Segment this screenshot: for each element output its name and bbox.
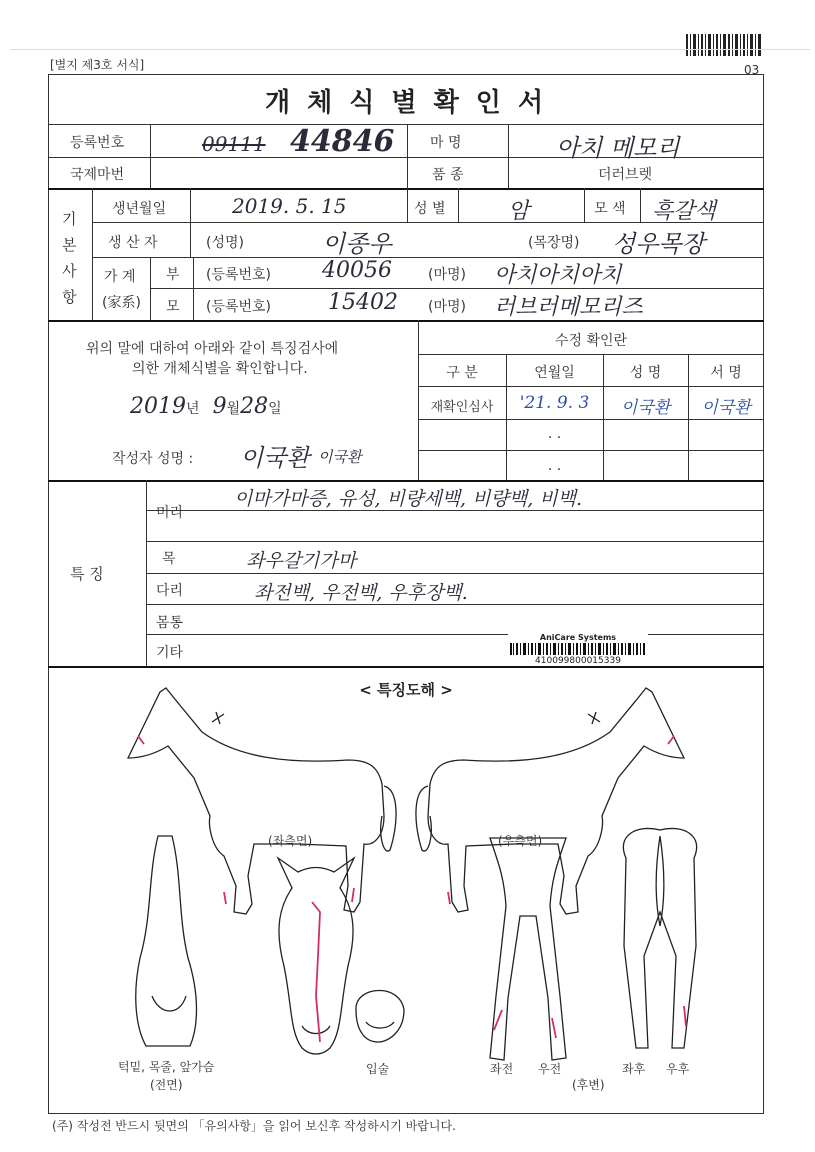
farm-label: (목장명) xyxy=(528,235,580,251)
front-chest-view xyxy=(136,836,197,1046)
rear-caption: (후변) xyxy=(572,1078,605,1092)
farm-value: 성우목장 xyxy=(612,230,705,258)
dam-name-label: (마명) xyxy=(428,299,466,315)
head-value: 이마가마증, 유성, 비량세백, 비량백, 비백. xyxy=(234,488,583,510)
muzzle-caption: 입술 xyxy=(366,1062,390,1076)
revision-row2-date: . . xyxy=(547,426,562,442)
feature-markings xyxy=(138,736,686,1042)
legs-value: 좌전백, 우전백, 우후장백. xyxy=(254,582,468,604)
horse-diagram xyxy=(48,666,764,1114)
form-code: [별지 제3호 서식] xyxy=(50,58,145,72)
revision-header-date: 연월일 xyxy=(534,365,575,381)
hind-right-leg-caption: 우후 xyxy=(666,1062,690,1076)
front-caption-1: 턱밑, 목줄, 앞가슴 xyxy=(118,1060,215,1074)
revision-row3-date: . . xyxy=(547,458,562,474)
left-side-caption: (좌측면) xyxy=(268,834,313,848)
confirm-statement-1: 위의 말에 대하여 아래와 같이 특징검사에 xyxy=(86,341,339,357)
sire-name-label: (마명) xyxy=(428,267,466,283)
head-front-view xyxy=(278,858,354,1054)
features-section-label: 특 징 xyxy=(70,565,104,583)
sex-value: 암 xyxy=(508,199,530,224)
anicare-number: 410099800015339 xyxy=(535,656,621,666)
front-caption-2: (전면) xyxy=(150,1078,183,1092)
reg-no-value: 44846 xyxy=(290,124,395,159)
anicare-company: AniCare Systems xyxy=(539,633,617,642)
dam-label: 모 xyxy=(166,299,180,315)
confirm-date xyxy=(130,394,282,419)
breed-label: 품 종 xyxy=(432,167,464,183)
anicare-barcode xyxy=(510,643,646,655)
color-label: 모 색 xyxy=(594,201,626,217)
sire-name-value: 아치아치아치 xyxy=(494,263,622,288)
dam-reg-label: (등록번호) xyxy=(206,299,272,315)
dam-name-value: 러브러메모리즈 xyxy=(494,295,643,320)
date-month-unit: 월 xyxy=(226,401,241,417)
footer-note: (주) 작성전 반드시 뒷면의 「유의사항」을 읽어 보신후 작성하시기 바랍니다. xyxy=(52,1119,456,1133)
revision-row1-name: 이국환 xyxy=(620,398,671,418)
date-year: 2019 xyxy=(130,394,186,419)
top-rule xyxy=(10,49,810,50)
revision-header-sign: 서 명 xyxy=(710,365,742,381)
revision-header-name: 성 명 xyxy=(629,365,662,381)
right-side-horse xyxy=(416,688,684,914)
front-right-leg-caption: 우전 xyxy=(538,1062,562,1076)
confirm-statement-2: 의한 개체식별을 확인합니다. xyxy=(132,361,308,377)
right-side-caption: (우측면) xyxy=(498,834,543,848)
birth-value: 2019. 5. 15 xyxy=(232,194,347,218)
horse-name-label: 마 명 xyxy=(430,135,462,151)
sire-reg-value: 40056 xyxy=(322,258,392,283)
writer-label: 작성자 성명 : xyxy=(112,451,194,467)
writer-signature: 이국환 xyxy=(318,448,362,466)
basic-section-label: 기본사항 xyxy=(62,210,77,306)
page-number: 03 xyxy=(744,63,760,77)
writer-name: 이국환 xyxy=(240,444,310,472)
top-barcode xyxy=(686,34,762,56)
date-month: 9 xyxy=(212,394,227,419)
body-label: 몸통 xyxy=(156,615,184,631)
anicare-sticker xyxy=(508,633,648,665)
date-day-unit: 일 xyxy=(268,401,282,417)
color-value: 흑갈색 xyxy=(652,199,716,224)
revision-header-type: 구 분 xyxy=(446,365,478,381)
left-side-horse xyxy=(128,688,396,914)
producer-name-label: (성명) xyxy=(206,235,244,251)
dam-reg-value: 15402 xyxy=(328,290,398,315)
other-label: 기타 xyxy=(156,645,184,661)
date-day: 28 xyxy=(240,394,269,419)
date-year-unit: 년 xyxy=(186,401,200,417)
form-title: 개 체 식 별 확 인 서 xyxy=(264,88,548,118)
reg-no-crossed: 09111 xyxy=(202,132,266,156)
pedigree-label: 가 계 xyxy=(104,269,136,285)
revision-title: 수정 확인란 xyxy=(554,333,628,349)
revision-row1-type: 재확인심사 xyxy=(430,400,494,415)
intl-name-label: 국제마번 xyxy=(70,167,125,183)
neck-value: 좌우갈기가마 xyxy=(246,550,357,572)
head-label: 머리 xyxy=(156,505,184,521)
legs-label: 다리 xyxy=(156,583,184,599)
horse-name-value: 아치 메모리 xyxy=(556,134,680,162)
hind-left-leg-caption: 좌후 xyxy=(622,1062,646,1076)
birth-label: 생년월일 xyxy=(112,201,167,217)
pedigree-hanja: (家系) xyxy=(102,295,141,311)
sex-label: 성 별 xyxy=(414,201,446,217)
muzzle-view xyxy=(356,990,404,1042)
sire-label: 부 xyxy=(166,267,180,283)
neck-label: 목 xyxy=(162,551,176,567)
diagram-title: < 특징도해 > xyxy=(359,681,453,699)
producer-name-value: 이종우 xyxy=(322,230,392,258)
revision-row1-sign: 이국환 xyxy=(701,398,751,418)
front-left-leg-caption: 좌전 xyxy=(490,1062,514,1076)
producer-label: 생 산 자 xyxy=(108,235,158,251)
revision-row1-date: '21. 9. 3 xyxy=(519,393,590,413)
reg-no-label: 등록번호 xyxy=(70,135,125,151)
sire-reg-label: (등록번호) xyxy=(206,267,272,283)
breed-value: 더러브렛 xyxy=(598,167,653,183)
